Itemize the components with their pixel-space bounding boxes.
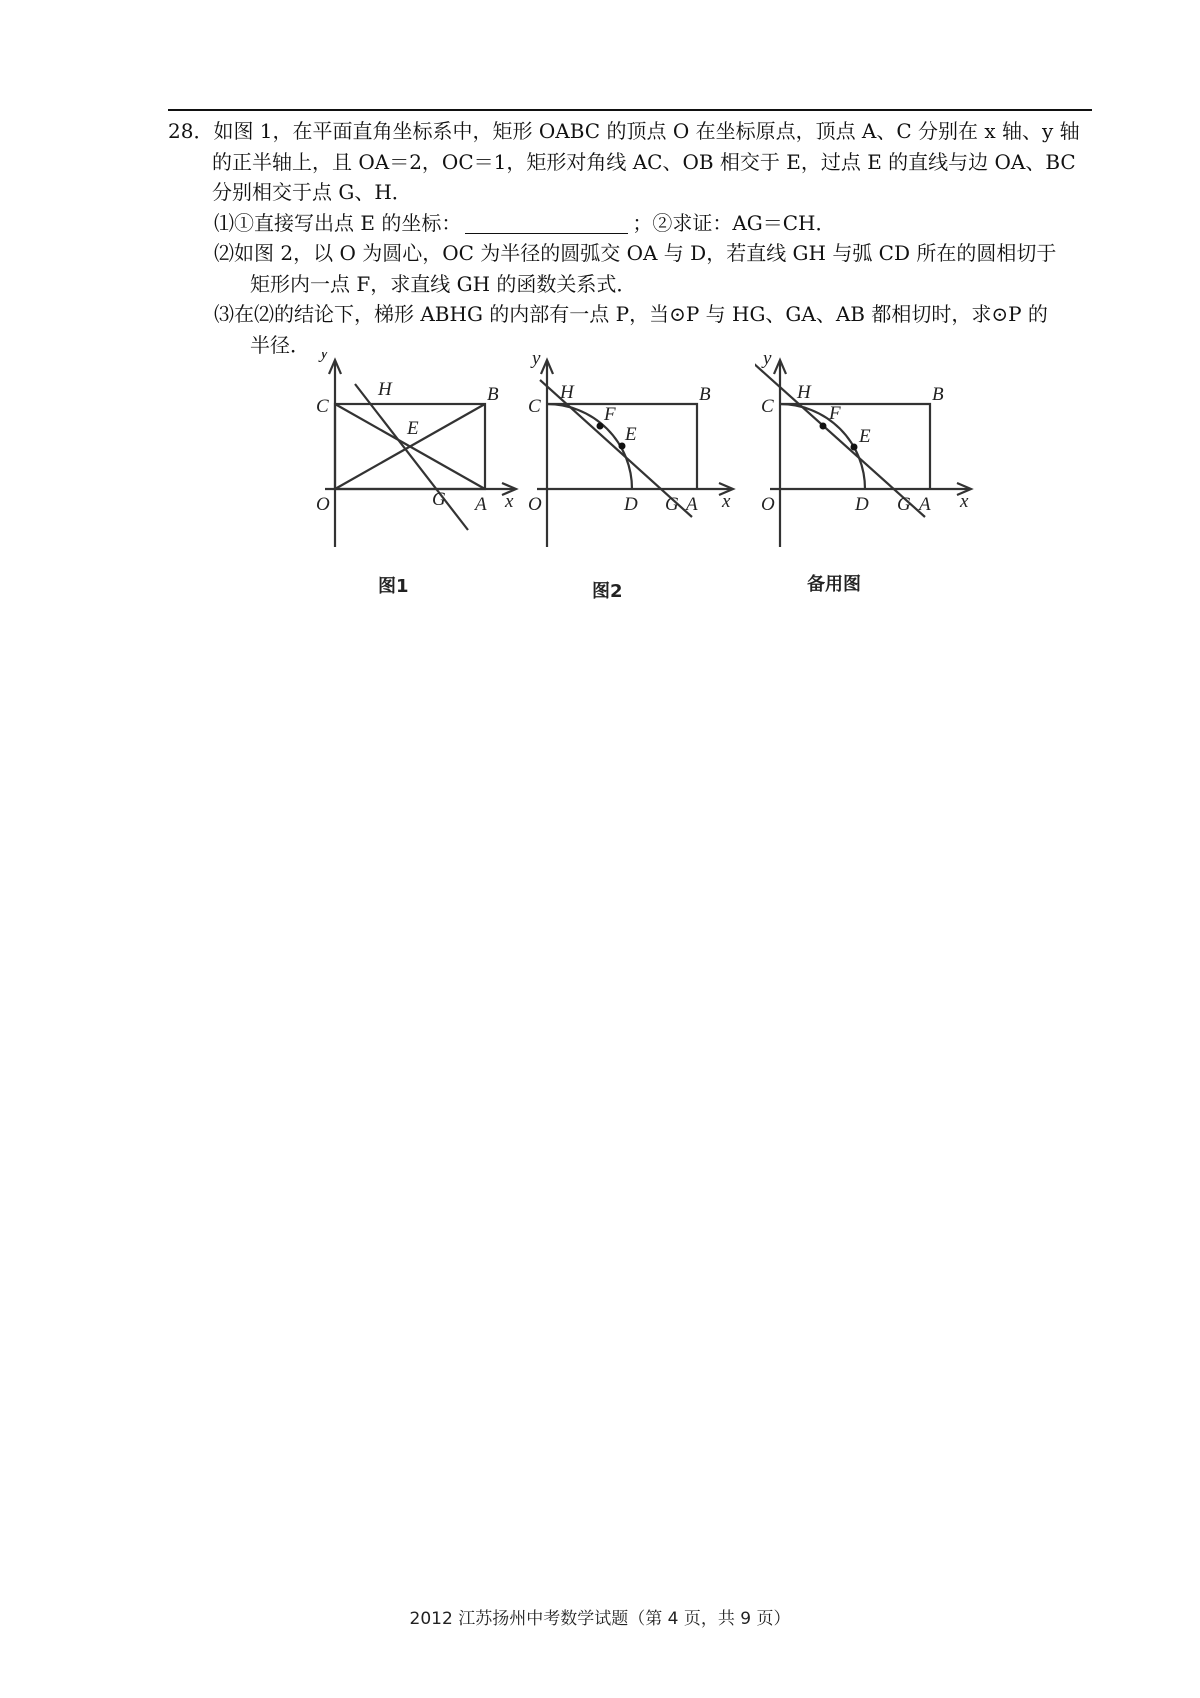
label-C: C (528, 396, 541, 417)
label-H: H (797, 382, 811, 403)
figure-spare (755, 352, 995, 595)
problem-number: 28． (168, 119, 214, 143)
figure-2-diagram (522, 352, 752, 552)
figure-1 (310, 352, 530, 597)
problem-28 (168, 116, 1098, 360)
label-H: H (378, 379, 392, 400)
point-F (597, 423, 604, 430)
problem-intro-line-2: 的正半轴上，且 OA＝2，OC＝1，矩形对角线 AC、OB 相交于 E，过点 E 的直线与边 OA、BC (212, 149, 1076, 174)
label-G: G (897, 494, 911, 515)
label-E: E (407, 418, 419, 439)
problem-intro-line-1 (168, 116, 1098, 147)
label-B: B (932, 384, 944, 405)
label-A: A (686, 494, 698, 515)
question-3-line-1: ⑶在⑵的结论下，梯形 ABHG 的内部有一点 P，当⊙P 与 HG、GA、AB 都相切时，求⊙P 的 (214, 302, 1048, 326)
label-y: y (763, 352, 772, 369)
figure-1-caption: 图1 (378, 576, 409, 597)
line-GH (355, 384, 468, 530)
question-2-line-2: 矩形内一点 F，求直线 GH 的函数关系式． (250, 271, 637, 296)
question-1-part-b: ；②求证：AG＝CH． (632, 210, 836, 235)
label-y: y (532, 352, 541, 369)
figures-row (310, 352, 1010, 608)
point-F (820, 423, 827, 430)
figure-1-diagram (310, 352, 530, 552)
label-A: A (475, 494, 487, 515)
figure-spare-diagram (755, 352, 995, 552)
figure-spare-caption: 备用图 (807, 574, 861, 595)
figure-2 (522, 352, 752, 602)
label-D: D (624, 494, 638, 515)
question-1 (168, 208, 1098, 239)
question-3-line-2: 半径． (250, 332, 310, 357)
label-x: x (505, 491, 514, 512)
label-B: B (699, 384, 711, 405)
label-O: O (316, 494, 330, 515)
label-F: F (829, 403, 841, 424)
label-G: G (432, 489, 446, 510)
label-G: G (665, 494, 679, 515)
label-y: y (320, 352, 329, 363)
label-H: H (560, 382, 574, 403)
question-2-line-1: ⑵如图 2，以 O 为圆心，OC 为半径的圆弧交 OA 与 D，若直线 GH 与弧 CD 所在的圆相切于 (214, 241, 1057, 265)
point-E (851, 444, 858, 451)
label-F: F (604, 404, 616, 425)
label-D: D (855, 494, 869, 515)
question-1-part-a: ⑴①直接写出点 E 的坐标： (214, 210, 462, 235)
label-B: B (487, 384, 499, 405)
page-footer: 2012 江苏扬州中考数学试题（第 4 页，共 9 页） (409, 1609, 791, 1629)
problem-intro-text-1: 如图 1，在平面直角坐标系中，矩形 OABC 的顶点 O 在坐标原点，顶点 A、C 分别在 x 轴、y 轴 (213, 119, 1080, 143)
label-x: x (960, 491, 969, 512)
label-C: C (316, 396, 329, 417)
figure-2-caption: 图2 (592, 581, 623, 602)
label-O: O (761, 494, 775, 515)
label-E: E (859, 426, 871, 447)
answer-blank[interactable] (465, 213, 628, 234)
header-rule (168, 109, 1092, 111)
problem-intro-line-3: 分别相交于点 G、H． (212, 180, 412, 204)
label-A: A (919, 494, 931, 515)
label-C: C (761, 396, 774, 417)
label-O: O (528, 494, 542, 515)
label-x: x (722, 491, 731, 512)
label-E: E (625, 424, 637, 445)
